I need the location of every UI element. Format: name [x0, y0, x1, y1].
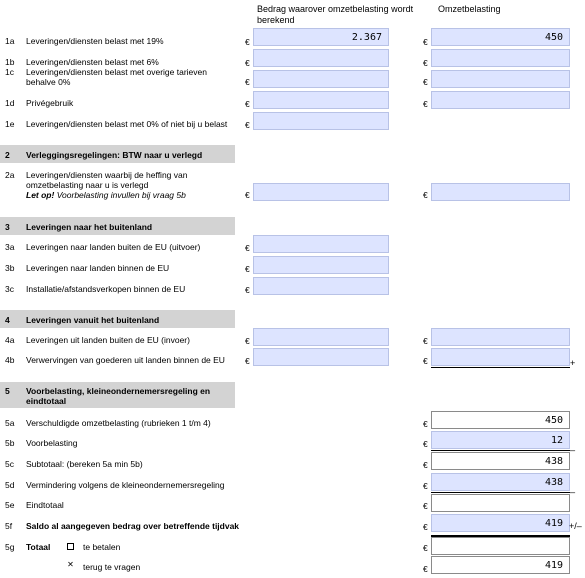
base-amount-field-1b[interactable]: [253, 49, 389, 67]
row-number: 3b: [5, 263, 15, 273]
section-number: 3: [5, 222, 10, 232]
row-number: 4b: [5, 355, 15, 365]
section-title: Voorbelasting, kleineondernemersregeling en eindtotaal: [26, 386, 211, 406]
row-label: Leveringen uit landen buiten de EU (invoer): [26, 335, 190, 345]
euro-sign: €: [423, 564, 428, 574]
euro-sign: €: [423, 37, 428, 47]
pay-option-label: te betalen: [83, 542, 121, 552]
vat-field-5b[interactable]: 12: [431, 431, 570, 449]
row-note: [26, 190, 186, 200]
euro-sign: €: [423, 356, 428, 366]
refund-option-label: terug te vragen: [83, 562, 141, 572]
vat-field-5a[interactable]: 450: [431, 411, 570, 429]
row-number: 5c: [5, 459, 14, 469]
row-label: Vermindering volgens de kleineondernemersregeling: [26, 480, 225, 490]
refund-checkbox[interactable]: ✕: [67, 560, 74, 569]
section-title: Leveringen naar het buitenland: [26, 222, 153, 232]
vat-field-1d[interactable]: [431, 91, 570, 109]
sum-line: [431, 450, 570, 451]
row-label: Leveringen naar landen binnen de EU: [26, 263, 170, 273]
row-label: Leveringen/diensten belast met overige tarieven behalve 0%: [26, 67, 207, 87]
vat-field-5g-pay[interactable]: [431, 537, 570, 555]
euro-sign: €: [245, 356, 250, 366]
row-number: 5f: [5, 521, 13, 531]
row-number: 5b: [5, 438, 15, 448]
euro-sign: €: [245, 120, 250, 130]
euro-sign: €: [423, 58, 428, 68]
vat-field-5c[interactable]: 438: [431, 452, 570, 470]
sum-line: [431, 492, 570, 493]
euro-sign: €: [423, 522, 428, 532]
vat-field-2a[interactable]: [431, 183, 570, 201]
euro-sign: €: [423, 336, 428, 346]
euro-sign: €: [245, 264, 250, 274]
base-amount-field-4a[interactable]: [253, 328, 389, 346]
euro-sign: €: [245, 37, 250, 47]
row-number: 1a: [5, 36, 15, 46]
euro-sign: €: [423, 439, 428, 449]
sum-line: [431, 367, 570, 368]
minus-sign: _: [570, 441, 576, 451]
row-label: Verschuldigde omzetbelasting (rubrieken 1 t/m 4): [26, 418, 211, 428]
vat-field-1c[interactable]: [431, 70, 570, 88]
base-amount-field-1c[interactable]: [253, 70, 389, 88]
base-amount-field-2a[interactable]: [253, 183, 389, 201]
section-number: 4: [5, 315, 10, 325]
row-number: 3c: [5, 284, 14, 294]
row-number: 5a: [5, 418, 15, 428]
row-label: Leveringen/diensten waarbij de heffing van omzetbelasting naar u is verlegd: [26, 170, 188, 190]
base-amount-field-4b[interactable]: [253, 348, 389, 366]
row-number: 5d: [5, 480, 15, 490]
euro-sign: €: [423, 481, 428, 491]
row-label: Subtotaal: (bereken 5a min 5b): [26, 459, 143, 469]
plus-minus-sign: +/–: [569, 521, 582, 531]
euro-sign: €: [245, 99, 250, 109]
vat-field-1a[interactable]: 450: [431, 28, 570, 46]
euro-sign: €: [245, 77, 250, 87]
row-label: Totaal: [26, 542, 51, 552]
row-label: Voorbelasting: [26, 438, 78, 448]
base-amount-field-1e[interactable]: [253, 112, 389, 130]
euro-sign: €: [423, 190, 428, 200]
row-number: 1e: [5, 119, 15, 129]
row-label: Privégebruik: [26, 98, 74, 108]
header-vat: Omzetbelasting: [438, 4, 501, 14]
vat-field-1b[interactable]: [431, 49, 570, 67]
row-label: Leveringen/diensten belast met 0% of niet bij u belast: [26, 119, 228, 129]
note-emphasis: Let op!: [26, 190, 55, 200]
row-label: Installatie/afstandsverkopen binnen de EU: [26, 284, 186, 294]
row-number: 5g: [5, 542, 15, 552]
euro-sign: €: [245, 336, 250, 346]
vat-field-5g-refund[interactable]: 419: [431, 556, 570, 574]
note-text: Voorbelasting invullen bij vraag 5b: [54, 190, 186, 200]
euro-sign: €: [423, 460, 428, 470]
row-label: Saldo al aangegeven bedrag over betreffende tijdvak: [26, 521, 240, 531]
base-amount-field-3a[interactable]: [253, 235, 389, 253]
row-label: Leveringen naar landen buiten de EU (uitvoer): [26, 242, 201, 252]
row-label: Eindtotaal: [26, 500, 64, 510]
row-number: 2a: [5, 170, 15, 180]
base-amount-field-3b[interactable]: [253, 256, 389, 274]
row-label: Leveringen/diensten belast met 19%: [26, 36, 164, 46]
euro-sign: €: [245, 243, 250, 253]
base-amount-field-3c[interactable]: [253, 277, 389, 295]
row-number: 3a: [5, 242, 15, 252]
vat-field-5d[interactable]: 438: [431, 473, 570, 491]
minus-sign: _: [570, 483, 576, 493]
pay-checkbox[interactable]: [67, 543, 74, 550]
plus-sign: +: [570, 358, 576, 368]
euro-sign: €: [245, 285, 250, 295]
vat-field-5f[interactable]: 419: [431, 514, 570, 532]
euro-sign: €: [245, 190, 250, 200]
row-number: 5e: [5, 500, 15, 510]
section-title: Leveringen vanuit het buitenland: [26, 315, 160, 325]
base-amount-field-1a[interactable]: 2.367: [253, 28, 389, 46]
euro-sign: €: [423, 543, 428, 553]
vat-field-4a[interactable]: [431, 328, 570, 346]
section-number: 2: [5, 150, 10, 160]
row-number: 4a: [5, 335, 15, 345]
euro-sign: €: [423, 419, 428, 429]
row-label: Verwervingen van goederen uit landen binnen de EU: [26, 355, 225, 365]
vat-field-5e[interactable]: [431, 494, 570, 512]
euro-sign: €: [423, 99, 428, 109]
row-number: 1c: [5, 67, 14, 77]
section-number: 5: [5, 386, 10, 396]
row-label: Leveringen/diensten belast met 6%: [26, 57, 159, 67]
section-title: Verleggingsregelingen: BTW naar u verlegd: [26, 150, 203, 160]
vat-field-4b[interactable]: [431, 348, 570, 366]
base-amount-field-1d[interactable]: [253, 91, 389, 109]
euro-sign: €: [423, 77, 428, 87]
row-number: 1b: [5, 57, 15, 67]
euro-sign: €: [423, 501, 428, 511]
euro-sign: €: [245, 58, 250, 68]
header-base-amount: Bedrag waarover omzetbelasting wordt berekend: [257, 4, 414, 25]
row-number: 1d: [5, 98, 15, 108]
